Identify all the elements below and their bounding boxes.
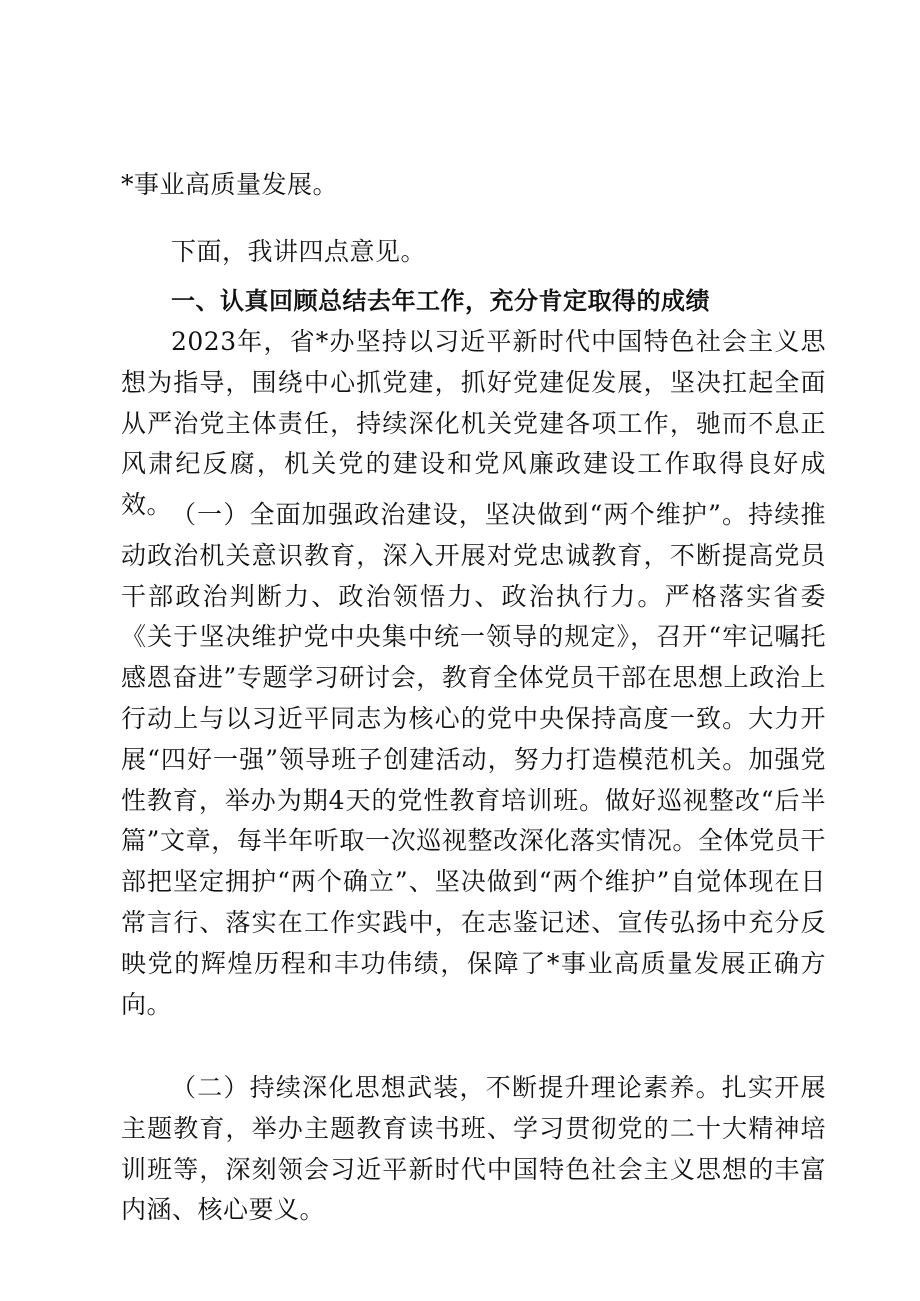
paragraph-summary-2023: 2023年，省*办坚持以习近平新时代中国特色社会主义思想为指导，围绕中心抓党建，抓好党建促发展，坚决扛起全面从严治党主体责任，持续深化机关党建各项工作，驰而不息正风肃纪反腐，机关党的建设和党风廉政建设工作取得良好成效。 (121, 327, 826, 520)
section-heading-one: 一、认真回顾总结去年工作，充分肯定取得的成绩 (171, 287, 710, 315)
paragraph-political-construction: （一）全面加强政治建设，坚决做到“两个维护”。持续推动政治机关意识教育，深入开展对党忠诚教育，不断提高党员干部政治判断力、政治领悟力、政治执行力。严格落实省委《关于坚决维护党中央集中统一领导的规定》，召开“牢记嘱托感恩奋进”专题学习研讨会，教育全体党员干部在思想上政治上行动上与以习近平同志为核心的党中央保持高度一致。大力开展“四好一强”领导班子创建活动，努力打造模范机关。加强党性教育，举办为期4天的党性教育培训班。做好巡视整改“后半篇”文章，每半年听取一次巡视整改深化落实情况。全体党员干部把坚定拥护“两个确立”、坚决做到“两个维护”自觉体现在日常言行、落实在工作实践中，在志鉴记述、宣传弘扬中充分反映党的辉煌历程和丰功伟绩，保障了*事业高质量发展正确方向。 (121, 500, 826, 1019)
paragraph-intro: 下面，我讲四点意见。 (171, 237, 427, 266)
paragraph-continuation: *事业高质量发展。 (121, 170, 339, 199)
paragraph-ideological-armament: （二）持续深化思想武装，不断提升理论素养。扎实开展主题教育，举办主题教育读书班、学习贯彻党的二十大精神培训班等，深刻领会习近平新时代中国特色社会主义思想的丰富内涵、核心要义。 (121, 1073, 826, 1225)
